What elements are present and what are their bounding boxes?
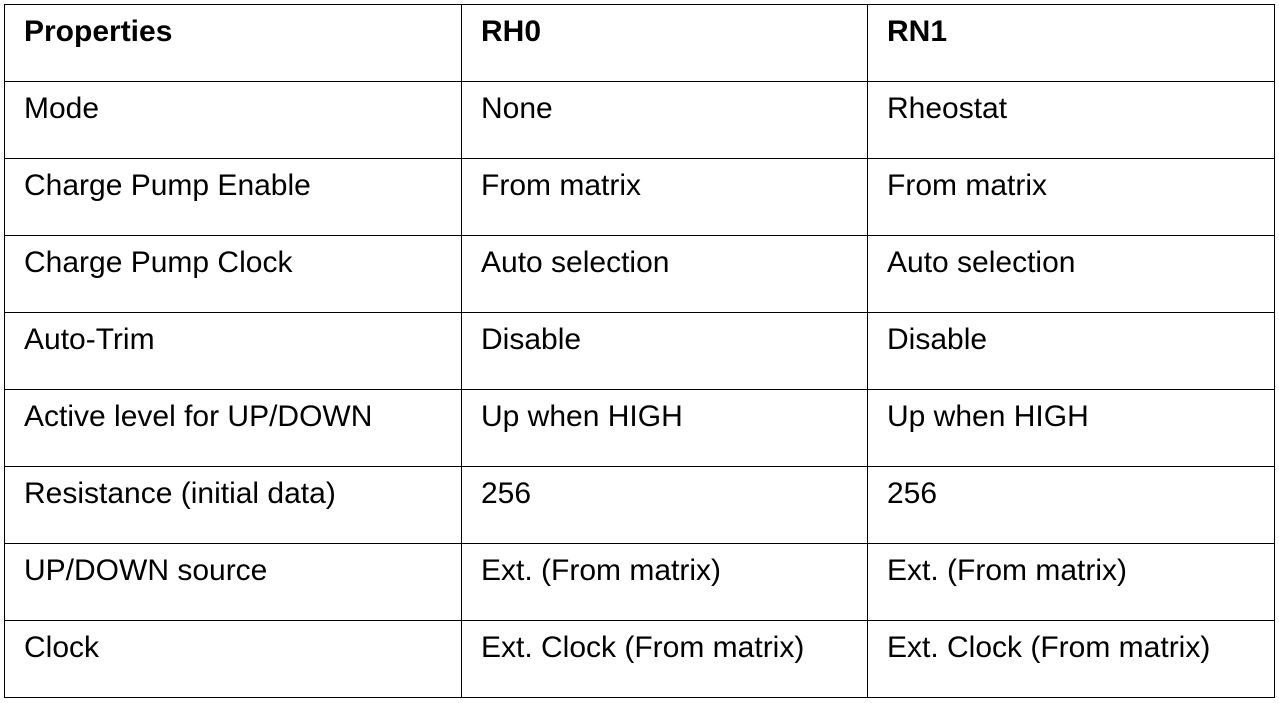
rn1-value: Auto selection [887,246,1076,279]
rh0-value: 256 [481,477,532,510]
header-rn1 [868,5,1275,82]
rh0-value-cell [462,621,868,698]
rh0-value-cell [462,467,868,544]
table-row [5,544,1275,621]
rn1-value: Ext. Clock (From matrix) [887,631,1211,664]
property-name: Active level for UP/DOWN [24,400,373,433]
property-name: Resistance (initial data) [24,477,336,510]
rh0-value: Ext. (From matrix) [481,554,721,587]
properties-table [4,4,1275,698]
property-name-cell [5,467,462,544]
table-row [5,313,1275,390]
table-row [5,390,1275,467]
rh0-value: Auto selection [481,246,670,279]
rn1-value: Up when HIGH [887,400,1089,433]
property-name: Charge Pump Enable [24,169,311,202]
property-name: Charge Pump Clock [24,246,293,279]
table-header-row [5,5,1275,82]
rn1-value: From matrix [887,169,1047,202]
rh0-value-cell [462,390,868,467]
rn1-value: Disable [887,323,988,356]
header-rh0 [462,5,868,82]
rn1-value: 256 [887,477,938,510]
table-row [5,82,1275,159]
property-name-cell [5,544,462,621]
rh0-value: Ext. Clock (From matrix) [481,631,805,664]
property-name-cell [5,621,462,698]
rn1-value-cell [868,390,1275,467]
property-name-cell [5,159,462,236]
rh0-value-cell [462,82,868,159]
rh0-value: From matrix [481,169,641,202]
rn1-value-cell [868,467,1275,544]
header-label: RN1 [887,15,948,48]
rh0-value: None [481,92,553,125]
rh0-value: Up when HIGH [481,400,683,433]
rh0-value-cell [462,159,868,236]
rn1-value-cell [868,313,1275,390]
rn1-value-cell [868,544,1275,621]
header-label: RH0 [481,15,542,48]
property-name: Clock [24,631,100,664]
property-name-cell [5,390,462,467]
rh0-value-cell [462,313,868,390]
property-name-cell [5,82,462,159]
property-name: Auto-Trim [24,323,155,356]
property-name-cell [5,236,462,313]
properties-table-container [4,4,1275,698]
header-properties [5,5,462,82]
table-row [5,621,1275,698]
header-label: Properties [24,15,173,48]
rh0-value-cell [462,544,868,621]
rn1-value-cell [868,621,1275,698]
property-name-cell [5,313,462,390]
property-name: UP/DOWN source [24,554,268,587]
property-name: Mode [24,92,100,125]
rn1-value-cell [868,236,1275,313]
table-row [5,159,1275,236]
rh0-value-cell [462,236,868,313]
rn1-value-cell [868,159,1275,236]
rn1-value: Ext. (From matrix) [887,554,1127,587]
rh0-value: Disable [481,323,582,356]
rn1-value: Rheostat [887,92,1008,125]
table-row [5,236,1275,313]
table-row [5,467,1275,544]
rn1-value-cell [868,82,1275,159]
